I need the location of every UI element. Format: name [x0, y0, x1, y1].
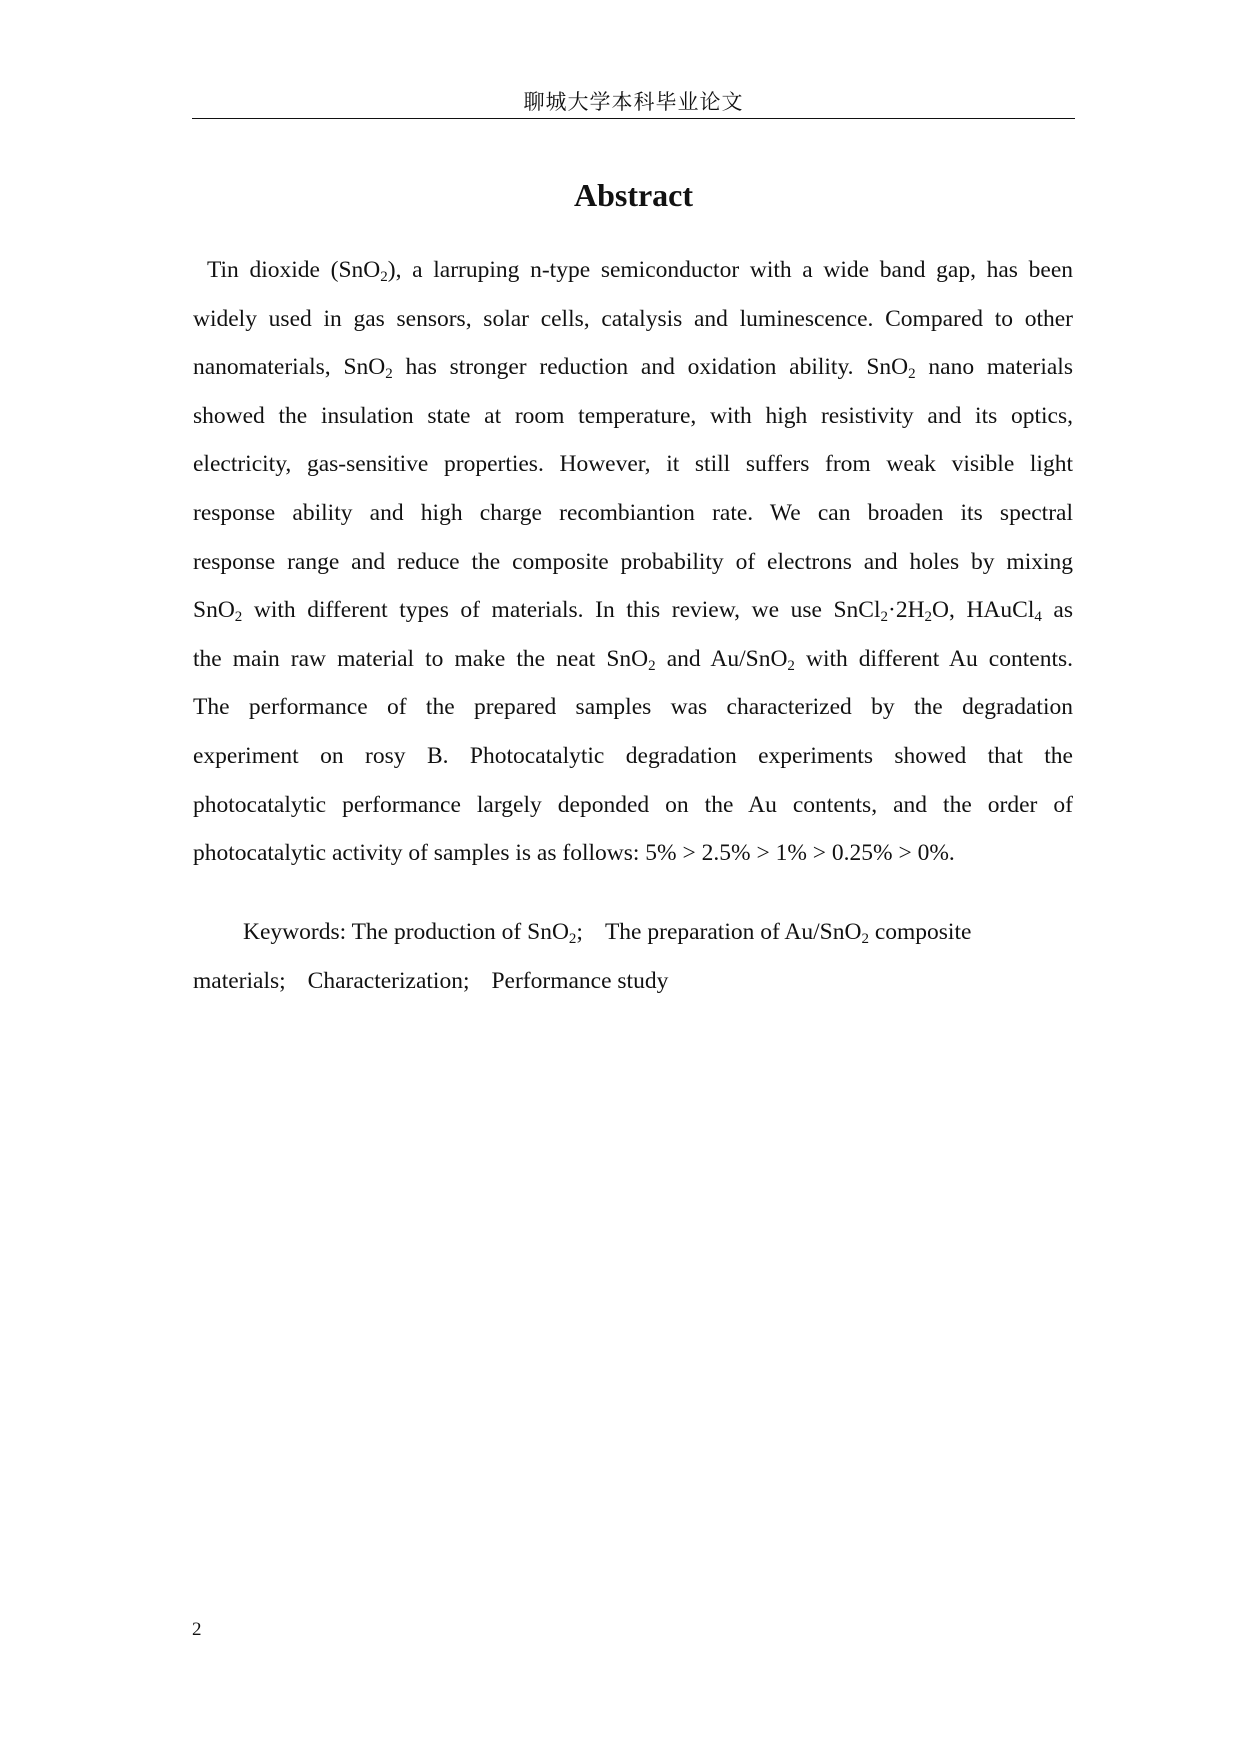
subscript: 2 — [880, 609, 888, 626]
subscript: 2 — [908, 366, 916, 383]
text-run: SnO — [193, 597, 235, 624]
page-title: Abstract — [573, 177, 694, 213]
text-run: Keywords: The production of SnO — [243, 919, 569, 945]
header-rule — [192, 118, 1075, 119]
abstract-line — [193, 586, 1073, 635]
page-number: 2 — [192, 1619, 202, 1640]
text-run: with different Au contents. — [794, 645, 1073, 672]
text-run: Characterization; — [307, 967, 470, 994]
abstract-line: showed the insulation state at room temperature, with high resistivity and its optics, — [193, 402, 1073, 429]
abstract-line: photocatalytic performance largely deponded on the Au contents, and the order of — [193, 791, 1073, 818]
abstract-line: photocatalytic activity of samples is as follows: 5% > 2.5% > 1% > 0.25% > 0%. — [193, 840, 955, 867]
abstract-line: The performance of the prepared samples was characterized by the degradation — [193, 694, 1073, 721]
text-run: the main raw material to make the neat SnO — [193, 645, 649, 672]
abstract-line: widely used in gas sensors, solar cells, catalysis and luminescence. Compared to other — [193, 305, 1073, 332]
abstract-line: response ability and high charge recombiantion rate. We can broaden its spectral — [193, 499, 1073, 526]
subscript: 2 — [924, 609, 933, 626]
keywords-line — [193, 957, 1073, 1006]
subscript: 2 — [787, 657, 795, 674]
abstract-line: experiment on rosy B. Photocatalytic degradation experiments showed that the — [193, 742, 1073, 769]
text-run: has stronger reduction and oxidation ability. SnO — [392, 354, 909, 381]
keywords-line — [193, 908, 1073, 957]
text-run: The preparation of Au/SnO — [604, 919, 862, 945]
text-run: Performance study — [491, 967, 669, 994]
subscript: 2 — [385, 366, 393, 383]
text-run: ·2H — [888, 597, 925, 624]
subscript: 2 — [568, 931, 577, 947]
text-run: Tin dioxide (SnO — [207, 257, 381, 283]
text-run: nano materials — [915, 354, 1073, 381]
subscript: 2 — [648, 657, 656, 674]
text-run: composite — [868, 919, 972, 945]
text-run: ), a larruping n-type semiconductor with a wide band gap, has been — [387, 257, 1073, 283]
abstract-paragraph — [193, 246, 1073, 878]
text-run: materials; — [193, 967, 286, 994]
text-run: as — [1041, 597, 1073, 624]
subscript: 2 — [234, 609, 243, 626]
keywords-paragraph — [193, 908, 1073, 1005]
subscript: 2 — [861, 931, 869, 947]
abstract-line: electricity, gas-sensitive properties. However, it still suffers from weak visible light — [193, 451, 1073, 478]
abstract-line — [193, 246, 1073, 295]
text-run: nanomaterials, SnO — [193, 354, 386, 381]
subscript: 4 — [1034, 609, 1042, 626]
running-header: 聊城大学本科毕业论文 — [523, 90, 744, 114]
text-run: ; — [576, 919, 583, 945]
text-run: and Au/SnO — [655, 645, 788, 672]
abstract-line — [193, 635, 1073, 684]
subscript: 2 — [380, 269, 388, 285]
text-run: with different types of materials. In this review, we use SnCl — [242, 597, 881, 624]
abstract-line: response range and reduce the composite probability of electrons and holes by mixing — [193, 548, 1073, 575]
abstract-line — [193, 343, 1073, 392]
text-run: O, HAuCl — [932, 597, 1035, 624]
